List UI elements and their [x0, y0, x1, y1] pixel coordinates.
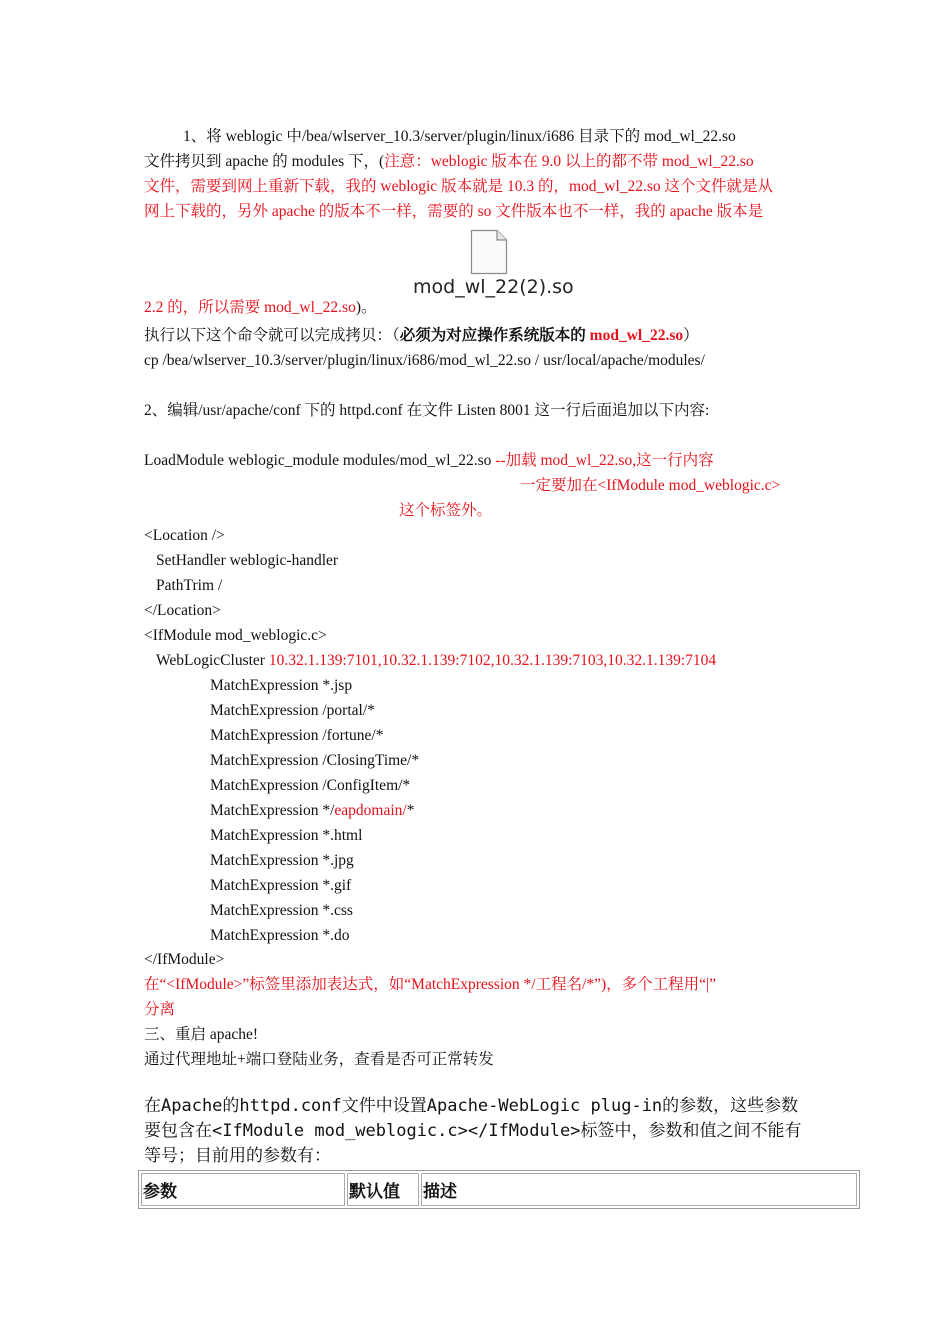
- header-default: 默认值: [347, 1173, 419, 1206]
- step3-restart: 三、重启 apache!: [144, 1026, 259, 1043]
- step1-line3: 文件，需要到网上重新下载，我的 weblogic 版本就是 10.3 的，mod_wl_22.so 这个文件就是从: [144, 178, 774, 195]
- verify-line: 通过代理地址+端口登陆业务，查看是否可正常转发: [144, 1051, 494, 1068]
- loadmodule-note: --加载 mod_wl_22.so,这一行内容: [495, 452, 714, 469]
- ifmodule-note-1: 在“<IfModule>”标签里添加表达式，如“MatchExpression */工程名/*”)，多个工程用“|”: [144, 976, 717, 993]
- table-header-row: [141, 1173, 857, 1206]
- pathtrim-line: PathTrim /: [156, 577, 223, 594]
- loadmodule-note-3: 这个标签外。: [399, 502, 493, 519]
- step2-title: 2、编辑/usr/apache/conf 下的 httpd.conf 在文件 Listen 8001 这一行后面追加以下内容:: [144, 402, 710, 419]
- match-expression: MatchExpression /fortune/*: [210, 727, 384, 744]
- copy-intro: 执行以下这个命令就可以完成拷贝：（: [144, 327, 400, 344]
- match-expression: MatchExpression *.css: [210, 902, 353, 919]
- match-expression: MatchExpression *.do: [210, 927, 350, 944]
- loadmodule-directive: LoadModule weblogic_module modules/mod_wl_22.so: [144, 452, 496, 469]
- match-expression: MatchExpression *.jpg: [210, 852, 354, 869]
- cluster-value: 10.32.1.139:7101,10.32.1.139:7102,10.32.1.139:7103,10.32.1.139:7104: [268, 652, 717, 669]
- step1-note: 注意：weblogic 版本在 9.0 以上的都不带 mod_wl_22.so: [384, 153, 754, 170]
- match-expression: MatchExpression /portal/*: [210, 702, 375, 719]
- file-icon: [470, 229, 508, 275]
- step1-line6: [144, 323, 699, 348]
- ifmodule-open: <IfModule mod_weblogic.c>: [144, 627, 327, 644]
- match-expression: MatchExpression /ClosingTime/*: [210, 752, 420, 769]
- location-close: </Location>: [144, 602, 221, 619]
- match-expression: MatchExpression *.jsp: [210, 677, 353, 694]
- step1-line5: [144, 295, 377, 320]
- match-expression: MatchExpression *.html: [210, 827, 363, 844]
- match-suffix: *: [406, 802, 415, 819]
- match-project: eapdomain/: [334, 802, 407, 819]
- loadmodule-line: [144, 448, 714, 473]
- copy-command: cp /bea/wlserver_10.3/server/plugin/linux/i686/mod_wl_22.so / usr/local/apache/modules/: [144, 352, 705, 369]
- copy-warning: 必须为对应操作系统版本的: [399, 327, 590, 344]
- match-prefix: MatchExpression */: [210, 802, 335, 819]
- step1-line1: 1、将 weblogic 中/bea/wlserver_10.3/server/plugin/linux/i686 目录下的 mod_wl_22.so: [183, 128, 736, 145]
- location-open: <Location />: [144, 527, 225, 544]
- match-expression: MatchExpression *.gif: [210, 877, 352, 894]
- plugin-params-paragraph: 在Apache的httpd.conf文件中设置Apache-WebLogic plug-in的参数，这些参数要包含在<IfModule mod_weblogic.c></IfModule>标签中，参数和值之间不能有等号；目前用的参数有：: [144, 1096, 802, 1166]
- step1-line2-text: 文件拷贝到 apache 的 modules 下，(: [144, 153, 385, 170]
- weblogic-cluster-line: [156, 648, 716, 673]
- loadmodule-note-2: 一定要加在<IfModule mod_weblogic.c>: [520, 477, 781, 494]
- step1-line2: [144, 149, 754, 174]
- cluster-label: WebLogicCluster: [156, 652, 269, 669]
- step1-line4: 网上下载的，另外 apache 的版本不一样，需要的 so 文件版本也不一样，我的 apache 版本是: [144, 203, 764, 220]
- header-description: 描述: [421, 1173, 857, 1206]
- sethandler-line: SetHandler weblogic-handler: [156, 552, 339, 569]
- copy-warning-file: mod_wl_22.so: [589, 327, 684, 344]
- step1-line5-end: )。: [355, 299, 377, 316]
- match-expression-eapdomain: [210, 798, 414, 823]
- header-param: 参数: [141, 1173, 345, 1206]
- ifmodule-note-2: 分离: [144, 1001, 176, 1018]
- copy-intro-end: ）: [683, 327, 699, 344]
- match-expression: MatchExpression /ConfigItem/*: [210, 777, 411, 794]
- params-table: [138, 1170, 860, 1209]
- file-name-label: mod_wl_22(2).so: [413, 276, 574, 298]
- step1-version-note: 2.2 的，所以需要 mod_wl_22.so: [144, 299, 356, 316]
- ifmodule-close: </IfModule>: [144, 951, 225, 968]
